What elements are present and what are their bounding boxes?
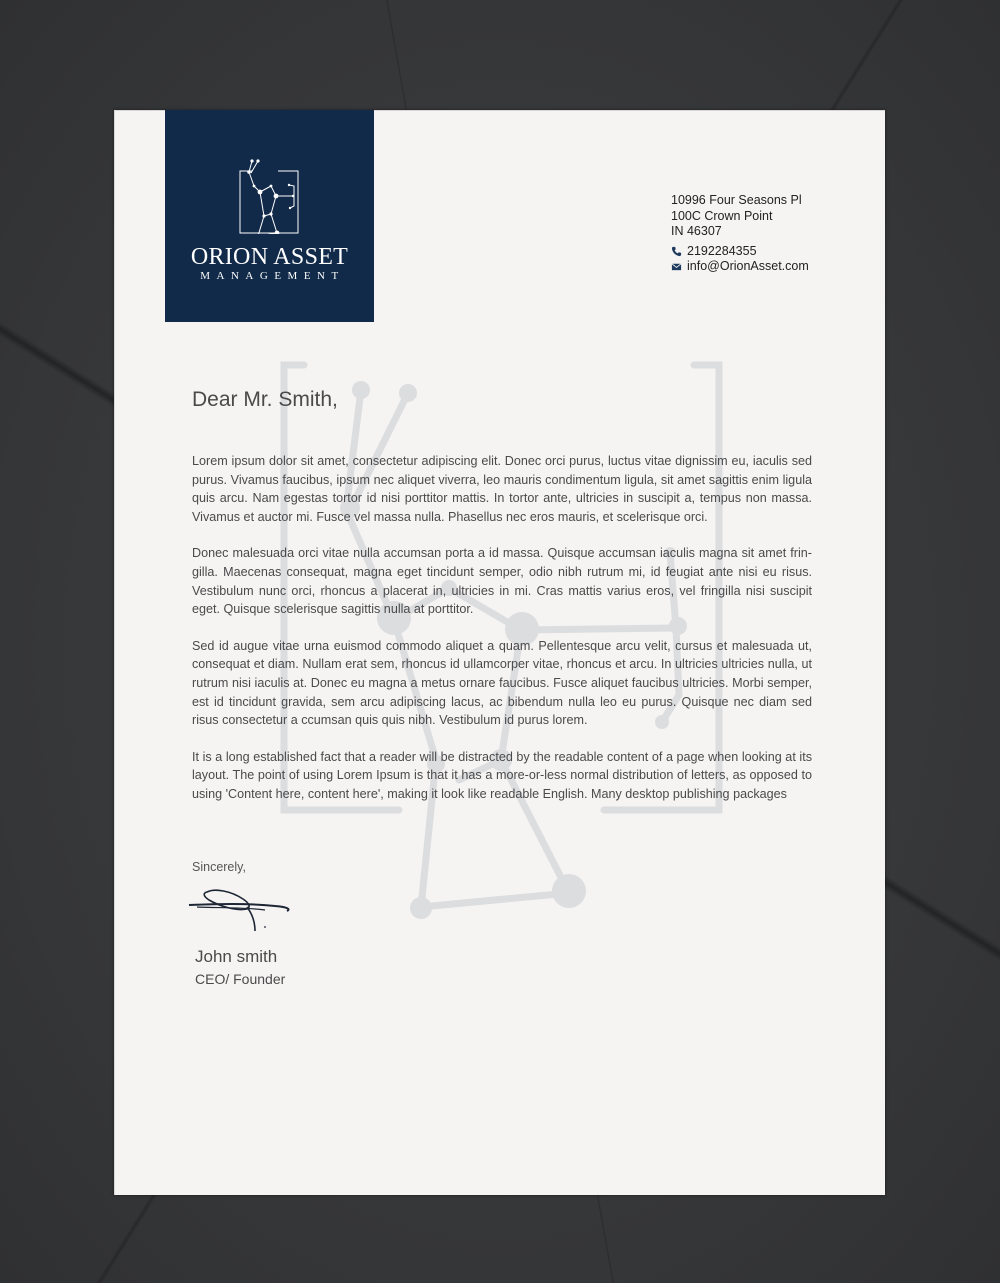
contact-info xyxy=(671,244,809,275)
email-row xyxy=(671,259,809,275)
email-address[interactable]: info@OrionAsset.com xyxy=(687,259,809,273)
letter-body xyxy=(192,452,812,822)
phone-icon xyxy=(671,246,682,257)
address-state-zip: IN 46307 xyxy=(671,224,722,238)
address-street: 10996 Four Seasons Pl xyxy=(671,193,802,207)
phone-row xyxy=(671,244,809,260)
address-block xyxy=(671,193,809,275)
envelope-icon xyxy=(671,261,682,272)
logo-block xyxy=(165,110,374,322)
handwritten-signature xyxy=(187,885,297,935)
letterhead-page xyxy=(114,110,885,1195)
body-paragraph: Donec malesuada orci vitae nulla accumsan porta a id massa. Quisque accumsan iaculis magna sit amet fringilla. Maecenas consequat, magna eget tincidunt semper, odio nibh rutrum mi, id feugiat ante nisi eu risus. Vestibulum nunc orci, rhoncus a placerat in, ultricies in mi. Cras mattis varius eros, vel fringilla nisi suscipit eget. Quisque scelerisque sagittis nulla at porttitor. xyxy=(192,546,812,617)
body-paragraph: Lorem ipsum dolor sit amet, consectetur adipiscing elit. Donec orci purus, luctus vitae dignissim eu, iaculis sed purus. Vivamus faucibus, ipsum nec aliquet viverra, leo mauris condimentum ligula, sit amet sagittis enim ligula quis arcu. Nam egestas tortor id nisi porttitor mattis. In tortor ante, ultricies in suscipit a, tempus non massa. Vivamus et auctor mi. Fusce vel massa nulla. Phasellus nec eros mauris, et scelerisque orci. xyxy=(192,454,812,524)
signer-title: CEO/ Founder xyxy=(195,971,286,987)
brand-name: ORION ASSET xyxy=(190,244,349,270)
brand-subtitle: MANAGEMENT xyxy=(200,270,345,282)
body-paragraph: Sed id augue vitae urna euismod commodo aliquet a quam. Pellentesque arcu velit, cursus et malesuada ut, consequat et diam. Nullam erat sem, rhoncus id ullamcorper vitae, rhoncus et arcu. In ultricies ultricies nulla, ut rutrum nisi iaculis at. Donec eu magna a metus ornare faucibus. Fusce aliquet faucibus ultricies. Morbi semper, est id tincidunt gravida, sem arcu adipiscing lacus, ac bibendum nulla leo eu purus. Quisque nec diam sed risus consectetur a ccumsan quis quis nibh. Vestibulum id purus lorem. xyxy=(192,638,812,728)
address-city: 100C Crown Point xyxy=(671,208,773,223)
orion-constellation-logo-icon xyxy=(235,154,305,234)
body-paragraph: It is a long established fact that a reader will be distracted by the readable content of a page when looking at its layout. The point of using Lorem Ipsum is that it has a more-or-less normal distribution of letters, as opposed to using 'Content here, content here', making it look like readable English. Many desktop publishing packages xyxy=(192,749,812,801)
phone-number[interactable]: 2192284355 xyxy=(687,243,757,258)
signer-name: John smith xyxy=(195,947,278,966)
salutation: Dear Mr. Smith, xyxy=(192,388,338,411)
closing: Sincerely, xyxy=(192,860,246,874)
